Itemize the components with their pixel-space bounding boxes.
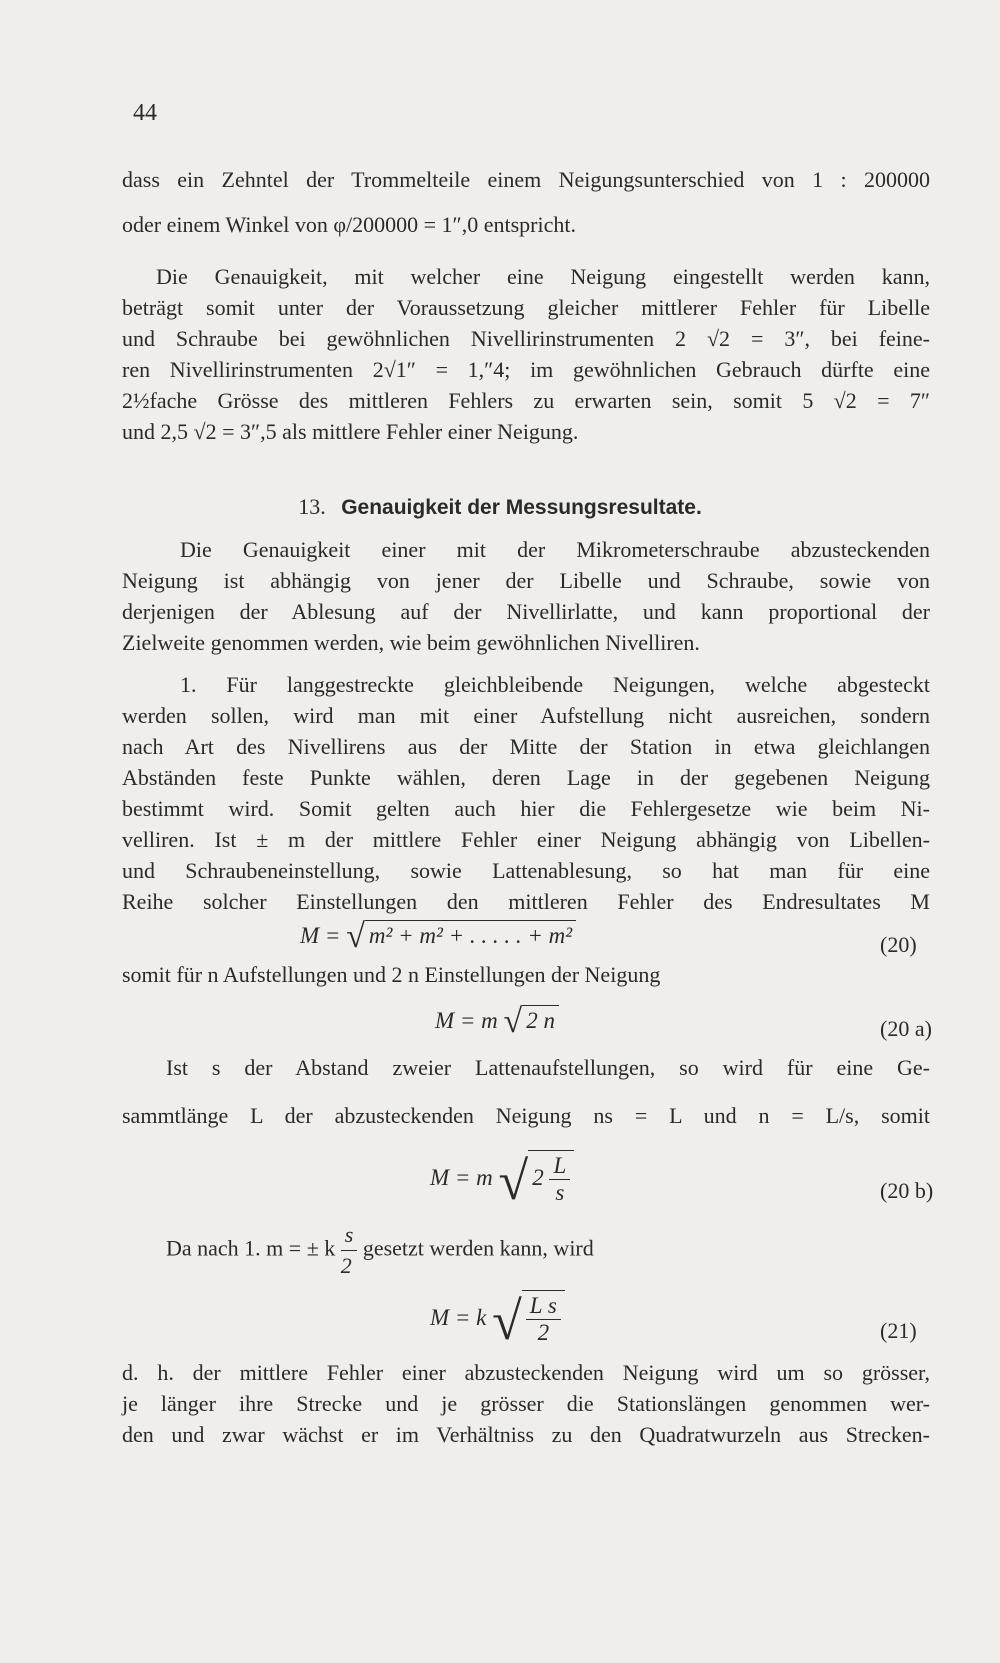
equation-number: (21) xyxy=(880,1318,917,1343)
equation-20 xyxy=(300,918,576,956)
text-line: oder einem Winkel von φ/200000 = 1″,0 entspricht. xyxy=(122,212,576,237)
equation-lhs: M = k xyxy=(430,1305,493,1330)
text-line: je länger ihre Strecke und je grösser die Stationslängen genommen wer- xyxy=(122,1391,930,1416)
text-line: den und zwar wächst er im Verhältniss zu den Quadratwurzeln aus Strecken- xyxy=(122,1422,930,1447)
section-title: Genauigkeit der Messungsresultate. xyxy=(341,496,702,519)
section-heading xyxy=(0,494,1000,520)
text-line: Neigung ist abhängig von jener der Libelle und Schraube, sowie von xyxy=(122,568,930,593)
equation-number: (20) xyxy=(880,932,917,957)
fraction xyxy=(341,1220,358,1281)
denominator: 2 xyxy=(340,1253,352,1278)
equation-20b xyxy=(430,1150,574,1212)
text-line: velliren. Ist ± m der mittlere Fehler einer Neigung abhängig von Libellen- xyxy=(122,827,930,852)
text-line: beträgt somit unter der Voraussetzung gleicher mittlerer Fehler für Libelle xyxy=(122,295,930,320)
radicand xyxy=(528,1150,574,1206)
text-line: derjenigen der Ablesung auf der Nivellirlatte, und kann proportional der xyxy=(122,599,930,624)
text-line: ren Nivellirinstrumenten 2√1″ = 1,″4; im gewöhnlichen Gebrauch dürfte eine xyxy=(122,357,930,382)
equation-lhs: M = m xyxy=(430,1165,499,1190)
text-fragment: gesetzt werden kann, wird xyxy=(357,1235,594,1261)
text-line: werden sollen, wird man mit einer Aufstellung nicht ausreichen, sondern xyxy=(122,703,930,728)
text-line: nach Art des Nivellirens aus der Mitte der Station in etwa gleichlangen xyxy=(122,734,930,759)
text-fragment: Da nach 1. m = ± k xyxy=(166,1235,336,1261)
section-number: 13. xyxy=(298,494,326,519)
page-number: 44 xyxy=(133,100,157,126)
radical-sign: √ xyxy=(503,1003,523,1040)
text-line: und 2,5 √2 = 3″,5 als mittlere Fehler einer Neigung. xyxy=(122,419,579,444)
denominator: s xyxy=(555,1180,565,1206)
numerator: L xyxy=(549,1153,570,1180)
radical-sign: √ xyxy=(492,1291,522,1351)
text-line xyxy=(166,1220,930,1281)
denominator: 2 xyxy=(537,1320,550,1346)
equation-number: (20 b) xyxy=(880,1178,934,1203)
text-line: Abständen feste Punkte wählen, deren Lage in der gegebenen Neigung xyxy=(122,765,930,790)
radical-sign: √ xyxy=(346,918,365,955)
radicand xyxy=(522,1290,565,1346)
text-line: Ist s der Abstand zweier Lattenaufstellungen, so wird für eine Ge- xyxy=(166,1055,930,1080)
equation-21 xyxy=(430,1290,565,1352)
text-line: sammtlänge L der abzusteckenden Neigung ns = L und n = L/s, somit xyxy=(122,1103,930,1128)
radical-sign: √ xyxy=(498,1151,529,1211)
radicand-factor: 2 xyxy=(532,1165,544,1190)
numerator: s xyxy=(341,1220,358,1251)
text-line: d. h. der mittlere Fehler einer abzusteckenden Neigung wird um so grösser, xyxy=(122,1360,930,1385)
radicand: 2 n xyxy=(522,1005,559,1034)
equation-20a xyxy=(435,1003,559,1041)
text-line: Die Genauigkeit einer mit der Mikrometerschraube abzusteckenden xyxy=(180,537,930,562)
equation-number: (20 a) xyxy=(880,1016,932,1041)
text-line: Zielweite genommen werden, wie beim gewöhnlichen Nivelliren. xyxy=(122,630,700,655)
equation-lhs: M = m xyxy=(435,1008,504,1033)
text-line: somit für n Aufstellungen und 2 n Einstellungen der Neigung xyxy=(122,962,661,987)
text-line: 2½fache Grösse des mittleren Fehlers zu erwarten sein, somit 5 √2 = 7″ xyxy=(122,388,930,413)
radicand: m² + m² + . . . . . + m² xyxy=(365,920,576,949)
text-line: Die Genauigkeit, mit welcher eine Neigung eingestellt werden kann, xyxy=(156,264,930,289)
text-line: und Schraube bei gewöhnlichen Nivellirinstrumenten 2 √2 = 3″, bei feine- xyxy=(122,326,930,351)
fraction xyxy=(526,1293,561,1346)
text-line: und Schraubeneinstellung, sowie Lattenablesung, so hat man für eine xyxy=(122,858,930,883)
fraction xyxy=(549,1153,570,1206)
text-line: Reihe solcher Einstellungen den mittleren Fehler des Endresultates M xyxy=(122,889,930,914)
equation-lhs: M = xyxy=(300,923,347,948)
text-line: 1. Für langgestreckte gleichbleibende Neigungen, welche abgesteckt xyxy=(180,672,930,697)
text-line: dass ein Zehntel der Trommelteile einem Neigungsunterschied von 1 : 200000 xyxy=(122,167,930,192)
numerator: L s xyxy=(526,1293,561,1320)
text-line: bestimmt wird. Somit gelten auch hier die Fehlergesetze wie beim Ni- xyxy=(122,796,930,821)
